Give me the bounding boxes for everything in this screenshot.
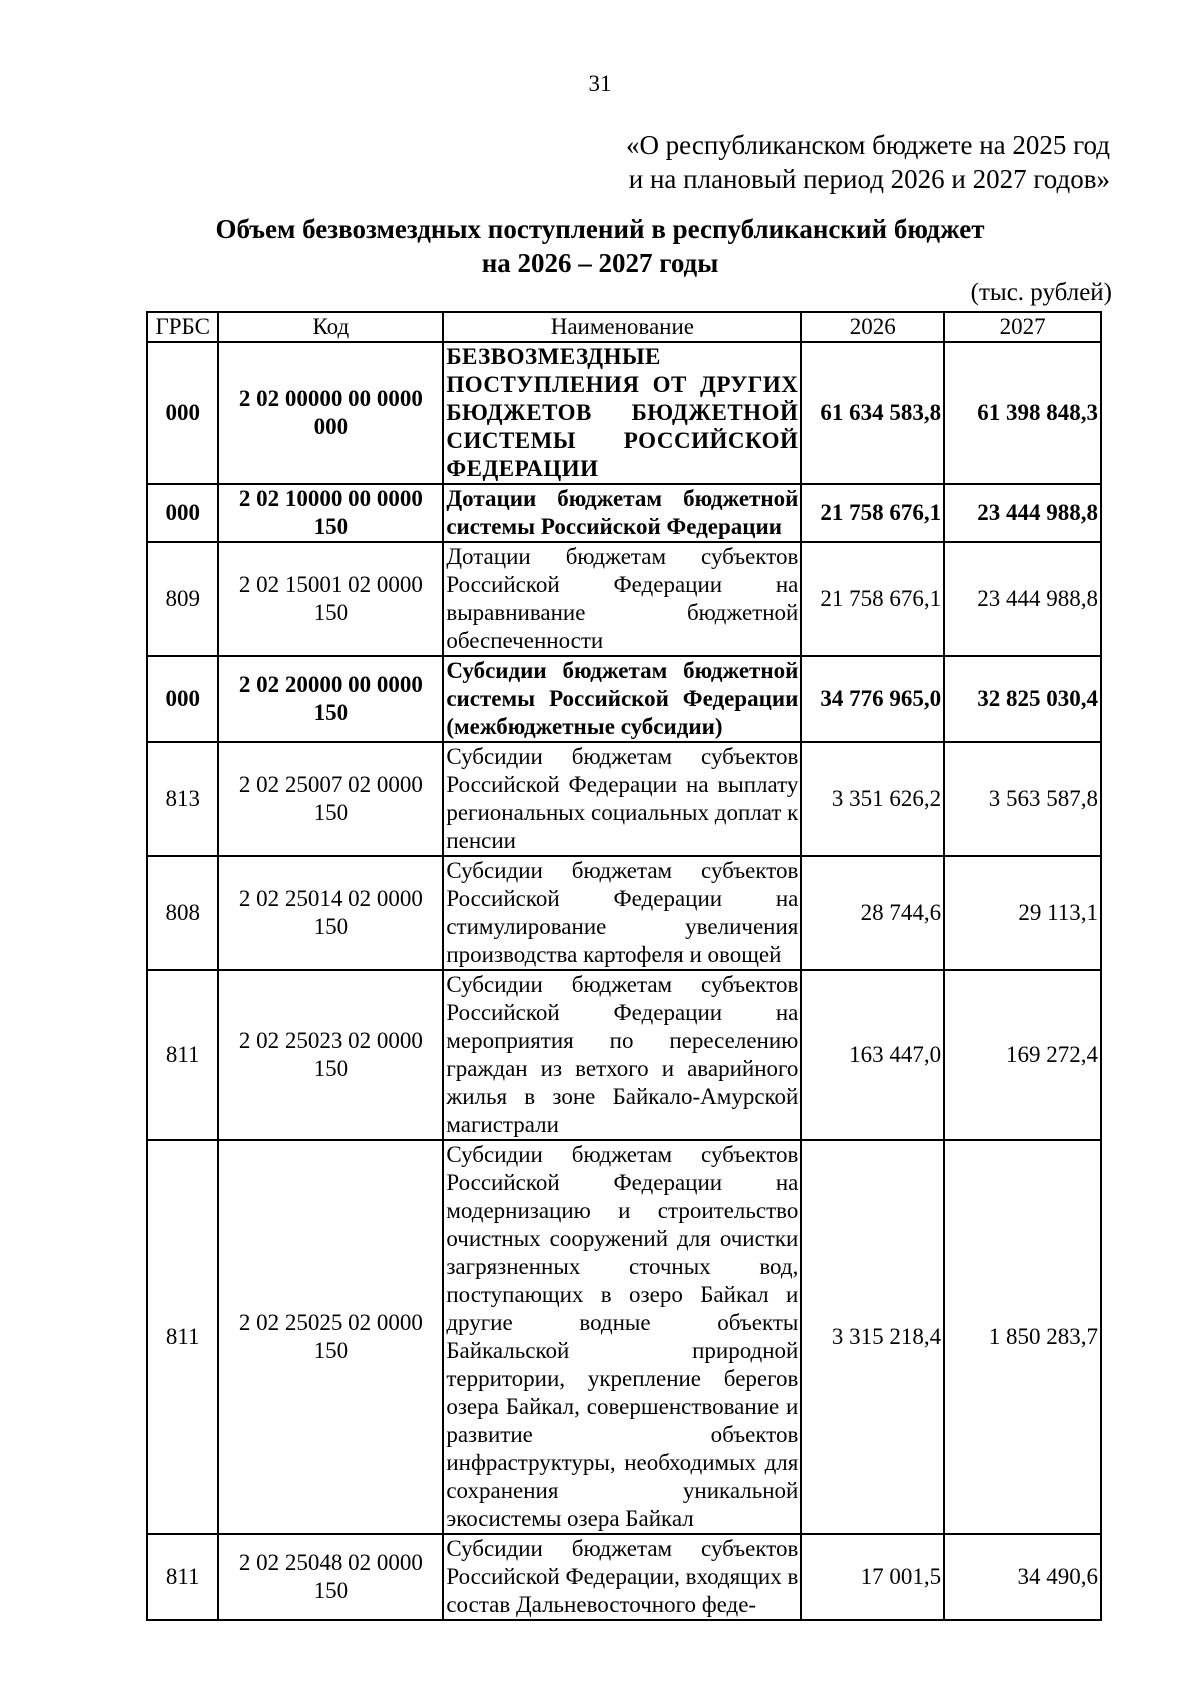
page-title (0, 212, 1200, 280)
cell-code: 2 02 25023 02 0000 150 (218, 970, 443, 1140)
cell-value-2026: 3 315 218,4 (801, 1140, 944, 1534)
cell-name: Субсидии бюджетам субъектов Российской Федерации на выплату региональных социальных доплат к пенсии (443, 742, 801, 856)
cell-name: Субсидии бюджетам субъектов Российской Федерации на стимулирование увеличения производства картофеля и овощей (443, 856, 801, 970)
cell-code: 2 02 10000 00 0000 150 (218, 484, 443, 542)
column-header-code: Код (218, 312, 443, 342)
cell-value-2026: 17 001,5 (801, 1534, 944, 1620)
cell-grbs: 811 (147, 970, 218, 1140)
cell-code: 2 02 25025 02 0000 150 (218, 1140, 443, 1534)
table-row (147, 742, 1101, 856)
cell-name: Дотации бюджетам субъектов Российской Федерации на выравнивание бюджетной обеспеченности (443, 542, 801, 656)
column-header-grbs: ГРБС (147, 312, 218, 342)
cell-code: 2 02 20000 00 0000 150 (218, 656, 443, 742)
cell-value-2026: 163 447,0 (801, 970, 944, 1140)
cell-code: 2 02 25048 02 0000 150 (218, 1534, 443, 1620)
cell-value-2026: 3 351 626,2 (801, 742, 944, 856)
column-header-2026: 2026 (801, 312, 944, 342)
table-header-row (147, 312, 1101, 342)
cell-code: 2 02 00000 00 0000 000 (218, 342, 443, 484)
cell-name: Субсидии бюджетам субъектов Российской Федерации на модернизацию и строительство очистных сооружений для очистки загрязненных сточных вод, поступающих в озеро Байкал и другие водные объекты Байкальской природной территории, укрепление берегов озера Байкал, совершенствование и развитие объектов инфраструктуры, необходимых для сохранения уникальной экосистемы озера Байкал (443, 1140, 801, 1534)
table-row (147, 856, 1101, 970)
cell-grbs: 000 (147, 656, 218, 742)
table-row (147, 1140, 1101, 1534)
table-row (147, 1534, 1101, 1620)
cell-value-2027: 3 563 587,8 (944, 742, 1101, 856)
page-number: 31 (588, 71, 612, 96)
cell-value-2027: 169 272,4 (944, 970, 1101, 1140)
table-row (147, 484, 1101, 542)
table-row (147, 542, 1101, 656)
document-reference-line-1: «О республиканском бюджете на 2025 год (625, 130, 1110, 160)
cell-name: Субсидии бюджетам бюджетной системы Российской Федерации (межбюджетные субсидии) (443, 656, 801, 742)
column-header-name: Наименование (443, 312, 801, 342)
cell-code: 2 02 15001 02 0000 150 (218, 542, 443, 656)
table-row (147, 656, 1101, 742)
cell-value-2027: 1 850 283,7 (944, 1140, 1101, 1534)
cell-name: БЕЗВОЗМЕЗДНЫЕ ПОСТУПЛЕНИЯ ОТ ДРУГИХ БЮДЖЕТОВ БЮДЖЕТНОЙ СИСТЕМЫ РОССИЙСКОЙ ФЕДЕРАЦИИ (443, 342, 801, 484)
budget-table (146, 311, 1102, 1621)
cell-value-2026: 21 758 676,1 (801, 484, 944, 542)
cell-value-2027: 23 444 988,8 (944, 484, 1101, 542)
cell-code: 2 02 25007 02 0000 150 (218, 742, 443, 856)
cell-grbs: 808 (147, 856, 218, 970)
cell-code: 2 02 25014 02 0000 150 (218, 856, 443, 970)
cell-value-2027: 29 113,1 (944, 856, 1101, 970)
table-row (147, 970, 1101, 1140)
cell-value-2026: 28 744,6 (801, 856, 944, 970)
cell-grbs: 811 (147, 1534, 218, 1620)
cell-name: Субсидии бюджетам субъектов Российской Федерации на мероприятия по переселению граждан из ветхого и аварийного жилья в зоне Байкало-Амурской магистрали (443, 970, 801, 1140)
cell-value-2027: 32 825 030,4 (944, 656, 1101, 742)
cell-value-2026: 61 634 583,8 (801, 342, 944, 484)
page-title-line-2: на 2026 – 2027 годы (481, 248, 719, 278)
units-label: (тыс. рублей) (970, 279, 1112, 306)
cell-value-2026: 21 758 676,1 (801, 542, 944, 656)
column-header-2027: 2027 (944, 312, 1101, 342)
table-row (147, 342, 1101, 484)
cell-value-2027: 61 398 848,3 (944, 342, 1101, 484)
cell-grbs: 000 (147, 484, 218, 542)
cell-grbs: 811 (147, 1140, 218, 1534)
cell-value-2027: 23 444 988,8 (944, 542, 1101, 656)
cell-grbs: 000 (147, 342, 218, 484)
document-reference-line-2: и на плановый период 2026 и 2027 годов» (628, 164, 1110, 194)
cell-grbs: 813 (147, 742, 218, 856)
cell-name: Субсидии бюджетам субъектов Российской Федерации, входящих в состав Дальневосточного феде- (443, 1534, 801, 1620)
cell-value-2027: 34 490,6 (944, 1534, 1101, 1620)
cell-name: Дотации бюджетам бюджетной системы Российской Федерации (443, 484, 801, 542)
page-title-line-1: Объем безвозмездных поступлений в республиканский бюджет (215, 214, 985, 244)
cell-grbs: 809 (147, 542, 218, 656)
cell-value-2026: 34 776 965,0 (801, 656, 944, 742)
document-reference (626, 128, 1110, 196)
